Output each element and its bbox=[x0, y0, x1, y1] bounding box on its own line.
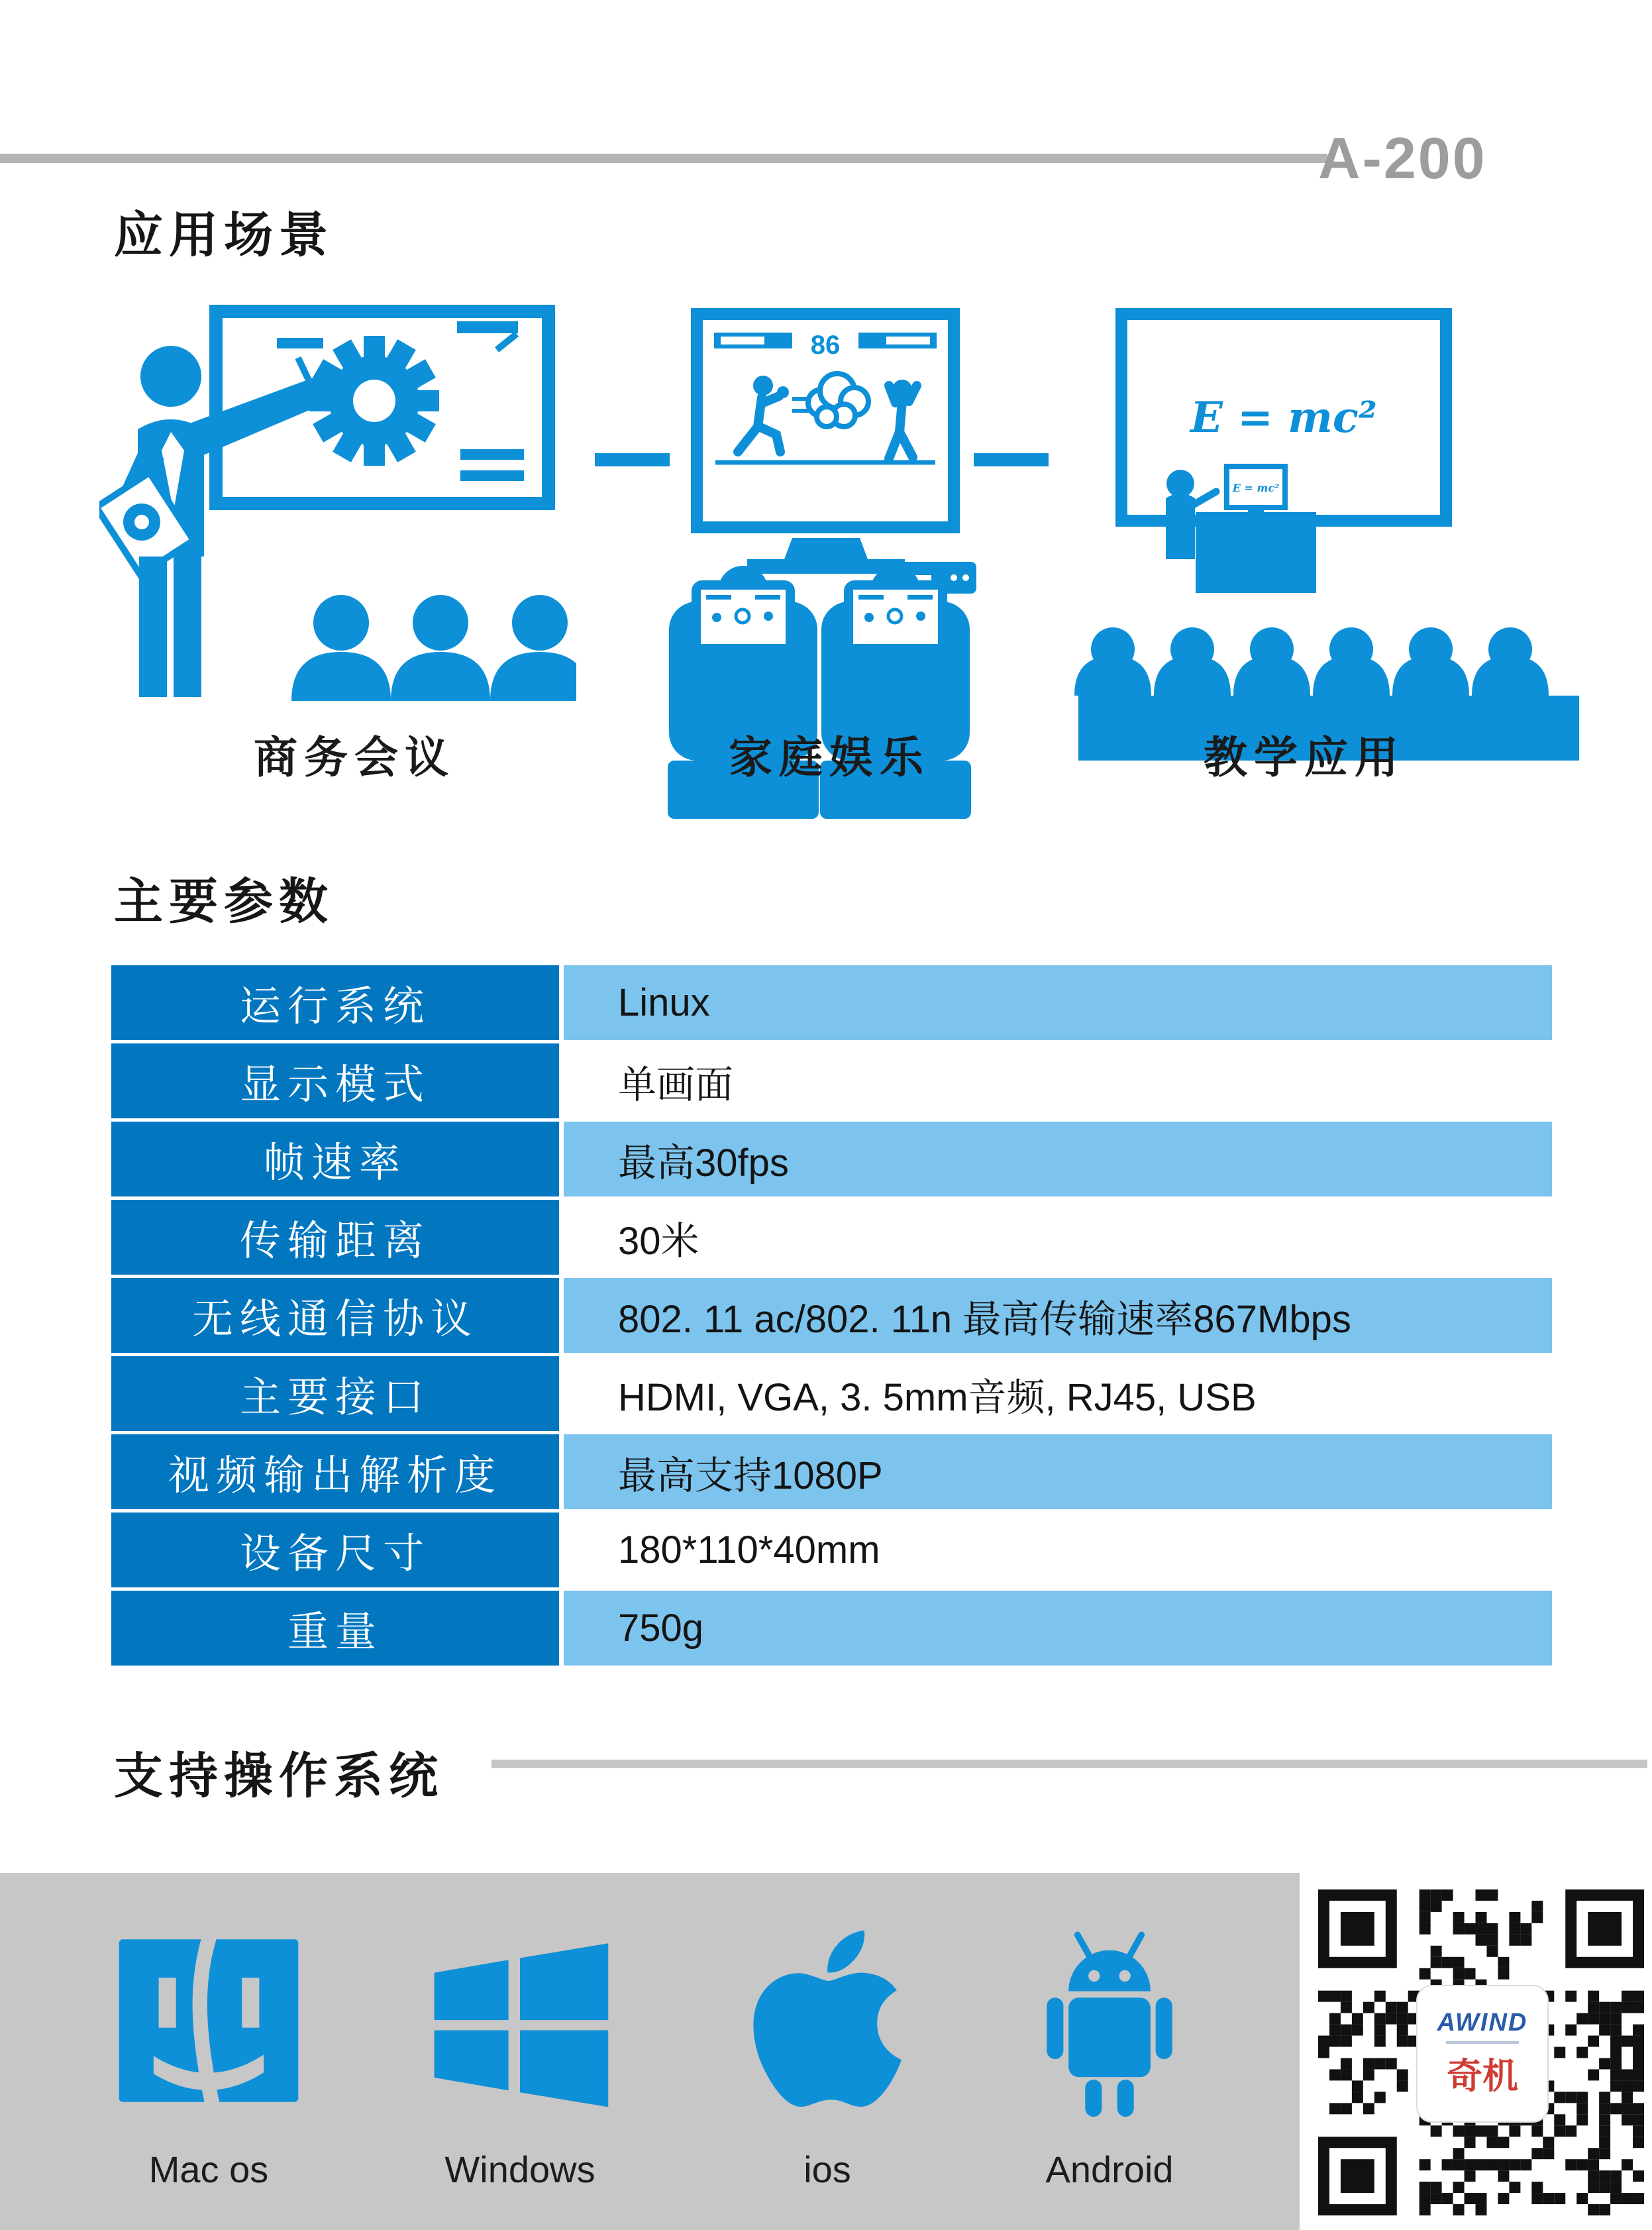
scene-label-home: 家庭娱乐 bbox=[729, 733, 930, 782]
spec-label: 视频输出解析度 bbox=[111, 1434, 559, 1509]
spec-label: 设备尺寸 bbox=[111, 1513, 559, 1587]
os-section-rule bbox=[491, 1760, 1647, 1768]
table-row bbox=[111, 1513, 1552, 1587]
os-label-windows: Windows bbox=[444, 2149, 595, 2190]
student-figures bbox=[1074, 627, 1549, 696]
business-meeting-illustration bbox=[99, 292, 576, 716]
game-score: 86 bbox=[810, 331, 841, 360]
table-row bbox=[111, 1356, 1552, 1431]
apple-icon bbox=[752, 1918, 903, 2119]
android-icon bbox=[1013, 1923, 1206, 2121]
table-row bbox=[111, 1278, 1552, 1353]
scene-label-teaching: 教学应用 bbox=[1204, 733, 1405, 782]
qr-center-logo bbox=[1416, 1985, 1549, 2123]
table-row bbox=[111, 965, 1552, 1040]
qr-logo-awind: AWIND bbox=[1437, 2009, 1528, 2037]
spec-value: 最高30fps bbox=[564, 1122, 1552, 1196]
product-code: A-200 bbox=[1318, 125, 1487, 191]
spec-value: 802. 11 ac/802. 11n 最高传输速率867Mbps bbox=[564, 1278, 1552, 1353]
section-title-scenarios: 应用场景 bbox=[114, 207, 334, 262]
audience-figures bbox=[291, 595, 576, 701]
spec-label: 帧速率 bbox=[111, 1122, 559, 1196]
table-row bbox=[111, 1043, 1552, 1118]
scene-label-business: 商务会议 bbox=[254, 733, 455, 782]
os-label-android: Android bbox=[1045, 2149, 1174, 2190]
spec-value: HDMI, VGA, 3. 5mm音频, RJ45, USB bbox=[564, 1356, 1552, 1431]
top-rule bbox=[0, 154, 1327, 163]
spec-value: 最高支持1080P bbox=[564, 1434, 1552, 1509]
board-formula: E = mc² bbox=[1190, 393, 1377, 443]
windows-icon bbox=[424, 1929, 616, 2115]
table-row bbox=[111, 1591, 1552, 1666]
os-label-macos: Mac os bbox=[148, 2149, 269, 2190]
section-title-parameters: 主要参数 bbox=[114, 874, 334, 929]
spec-value: 180*110*40mm bbox=[564, 1513, 1552, 1587]
spec-value: 单画面 bbox=[564, 1043, 1552, 1118]
finder-icon bbox=[113, 1920, 305, 2123]
spec-value: Linux bbox=[564, 965, 1552, 1040]
spec-label: 显示模式 bbox=[111, 1043, 559, 1118]
spec-label: 传输距离 bbox=[111, 1200, 559, 1275]
table-row bbox=[111, 1122, 1552, 1196]
os-label-ios: ios bbox=[803, 2149, 851, 2190]
spec-label: 无线通信协议 bbox=[111, 1278, 559, 1353]
section-title-os-support: 支持操作系统 bbox=[114, 1748, 444, 1803]
spec-label: 主要接口 bbox=[111, 1356, 559, 1431]
spec-table bbox=[111, 965, 1552, 1669]
qr-logo-tagline bbox=[1446, 2041, 1519, 2044]
table-row bbox=[111, 1200, 1552, 1275]
link-dash bbox=[595, 453, 670, 466]
spec-label: 重量 bbox=[111, 1591, 559, 1666]
spec-value: 30米 bbox=[564, 1200, 1552, 1275]
spec-value: 750g bbox=[564, 1591, 1552, 1666]
teaching-illustration bbox=[1073, 292, 1603, 769]
monitor-formula: E = mc² bbox=[1232, 482, 1280, 494]
qr-logo-qiji: 奇机 bbox=[1447, 2056, 1518, 2096]
spec-label: 运行系统 bbox=[111, 965, 559, 1040]
table-row bbox=[111, 1434, 1552, 1509]
